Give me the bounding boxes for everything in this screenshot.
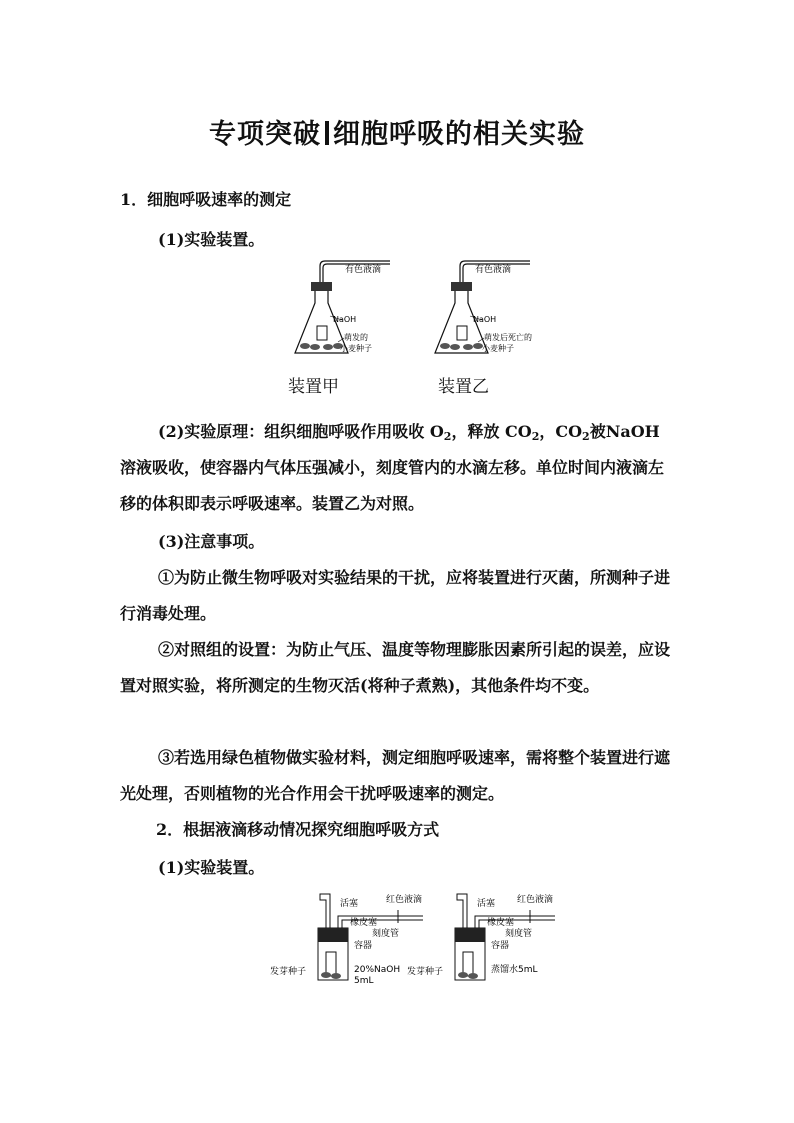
flask-yi xyxy=(435,261,532,353)
respiration-apparatus-figure xyxy=(280,258,560,368)
naoh-label-seed: 发芽种子 xyxy=(270,967,307,977)
principle-text-e: 溶液吸收，使容器内气体压强减小，刻度管内的水滴左移。单位时间内液滴左移的体积即表示呼吸速率。装置乙为对照。 xyxy=(120,458,665,513)
naoh-label-liquid: 20%NaOH xyxy=(354,965,401,975)
flask-jia-label-drop: 有色液滴 xyxy=(345,265,382,275)
caption-yi: 装置乙 xyxy=(438,377,489,397)
flask-jia-label-seed: 萌发的 xyxy=(344,333,368,342)
principle-text-a: (2)实验原理：组织细胞呼吸作用吸收 O xyxy=(158,422,444,441)
water-label-drop: 红色液滴 xyxy=(517,895,554,905)
title-part2: 细胞呼吸的相关实验 xyxy=(333,119,585,150)
water-label-liquid: 蒸馏水5mL xyxy=(491,965,538,975)
water-label-container: 容器 xyxy=(491,941,510,951)
naoh-label-container: 容器 xyxy=(354,941,373,951)
naoh-label-rubber: 橡皮塞 xyxy=(350,918,378,928)
principle-text-c: ，CO xyxy=(539,422,583,441)
principle-paragraph xyxy=(120,414,676,522)
flask-jia-label-naoh: NaOH xyxy=(333,315,357,324)
note-1: ①为防止微生物呼吸对实验结果的干扰，应将装置进行灭菌，所测种子进行消毒处理。 xyxy=(120,568,671,623)
naoh-label-drop: 红色液滴 xyxy=(386,895,423,905)
flask-yi-label-seed2: 小麦种子 xyxy=(482,344,514,353)
naoh-label-vol: 5mL xyxy=(354,976,374,986)
naoh-label-tube: 刻度管 xyxy=(372,929,400,939)
title-part1: 专项突破 xyxy=(209,119,321,150)
section2-sub1: (1)实验装置。 xyxy=(158,858,265,877)
section2-heading: 2．根据液滴移动情况探究细胞呼吸方式 xyxy=(156,820,440,839)
flask-yi-label-drop: 有色液滴 xyxy=(475,265,512,275)
principle-naoh: NaOH xyxy=(605,422,660,441)
flask-yi-label-seed: 萌发后死亡的 xyxy=(484,333,532,342)
principle-sub-a: 2 xyxy=(443,430,452,443)
section1-heading: 1．细胞呼吸速率的测定 xyxy=(120,190,292,209)
water-label-rubber: 橡皮塞 xyxy=(487,918,515,928)
principle-text-b: ，释放 CO xyxy=(451,422,532,441)
flask-yi-label-naoh: NaOH xyxy=(473,315,497,324)
section1-sub1: (1)实验装置。 xyxy=(158,230,265,249)
apparatus-naoh xyxy=(270,893,423,986)
apparatus-water xyxy=(407,893,555,980)
water-label-tube: 刻度管 xyxy=(505,929,533,939)
flask-jia xyxy=(295,261,390,353)
flask-jia-label-seed2: 小麦种子 xyxy=(340,344,372,353)
respiration-mode-figure xyxy=(268,888,558,988)
note-2: ②对照组的设置：为防止气压、温度等物理膨胀因素所引起的误差，应设置对照实验，将所测定的生物灭活(将种子煮熟)，其他条件均不变。 xyxy=(120,640,671,695)
principle-sub-b: 2 xyxy=(531,430,540,443)
page-title xyxy=(0,112,794,151)
water-label-seed: 发芽种子 xyxy=(407,967,444,977)
water-label-plug: 活塞 xyxy=(477,899,496,909)
note-3: ③若选用绿色植物做实验材料，测定细胞呼吸速率，需将整个装置进行遮光处理，否则植物的光合作用会干扰呼吸速率的测定。 xyxy=(120,748,671,803)
notes-heading: (3)注意事项。 xyxy=(158,532,265,551)
title-divider xyxy=(325,121,329,145)
caption-jia: 装置甲 xyxy=(288,377,339,397)
principle-sub-c: 2 xyxy=(582,430,590,443)
principle-text-d: 被 xyxy=(589,422,606,441)
naoh-label-plug: 活塞 xyxy=(340,899,359,909)
